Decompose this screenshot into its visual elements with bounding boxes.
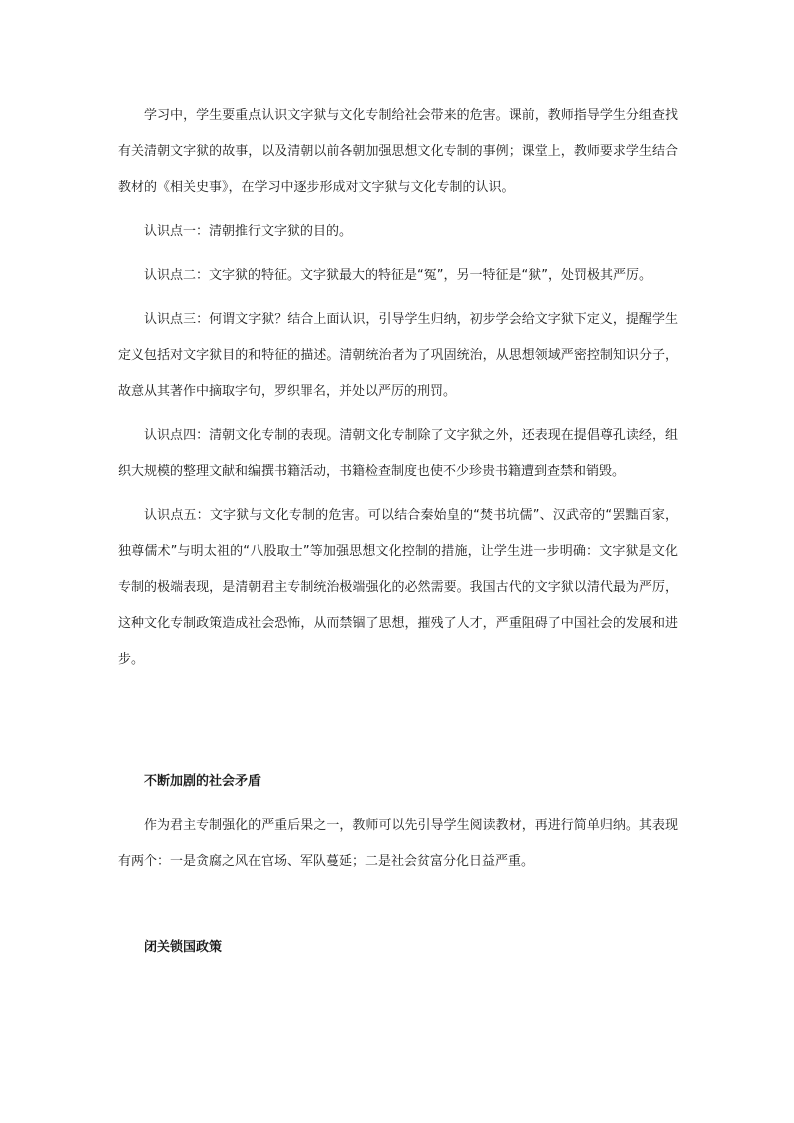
section-heading-social-conflicts: 不断加剧的社会矛盾 bbox=[144, 774, 262, 789]
paragraph-intro: 学习中，学生要重点认识文字狱与文化专制给社会带来的危害。课前，教师指导学生分组查找有关清朝文字狱的故事，以及清朝以前各朝加强思想文化专制的事例；课堂上，教师要求学生结合教材的《相关史事》，在学习中逐步形成对文字狱与文化专制的认识。 bbox=[118, 108, 678, 195]
document-body bbox=[118, 98, 678, 966]
paragraph-point-1: 认识点一：清朝推行文字狱的目的。 bbox=[144, 224, 353, 239]
paragraph-point-5: 认识点五：文字狱与文化专制的危害。可以结合秦始皇的“焚书坑儒”、汉武帝的“罢黜百家，独尊儒术”与明太祖的“八股取士”等加强思想文化控制的措施，让学生进一步明确：文字狱是文化专制的极端表现，是清朝君主专制统治极端强化的必然需要。我国古代的文字狱以清代最为严厉，这种文化专制政策造成社会恐怖，从而禁锢了思想，摧残了人才，严重阻碍了中国社会的发展和进步。 bbox=[118, 508, 678, 667]
paragraph-point-4: 认识点四：清朝文化专制的表现。清朝文化专制除了文字狱之外，还表现在提倡尊孔读经，组织大规模的整理文献和编撰书籍活动，书籍检查制度也使不少珍贵书籍遭到查禁和销毁。 bbox=[118, 428, 678, 479]
section-heading-closed-door-policy: 闭关锁国政策 bbox=[144, 940, 223, 955]
paragraph-social-conflicts: 作为君主专制强化的严重后果之一，教师可以先引导学生阅读教材，再进行简单归纳。其表现有两个：一是贪腐之风在官场、军队蔓延；二是社会贫富分化日益严重。 bbox=[118, 818, 678, 869]
paragraph-point-2: 认识点二：文字狱的特征。文字狱最大的特征是“冤”，另一特征是“狱”，处罚极其严厉。 bbox=[144, 268, 652, 283]
paragraph-point-3: 认识点三：何谓文字狱？结合上面认识，引导学生归纳，初步学会给文字狱下定义，提醒学生定义包括对文字狱目的和特征的描述。清朝统治者为了巩固统治，从思想领域严密控制知识分子，故意从其著作中摘取字句，罗织罪名，并处以严厉的刑罚。 bbox=[118, 312, 678, 399]
